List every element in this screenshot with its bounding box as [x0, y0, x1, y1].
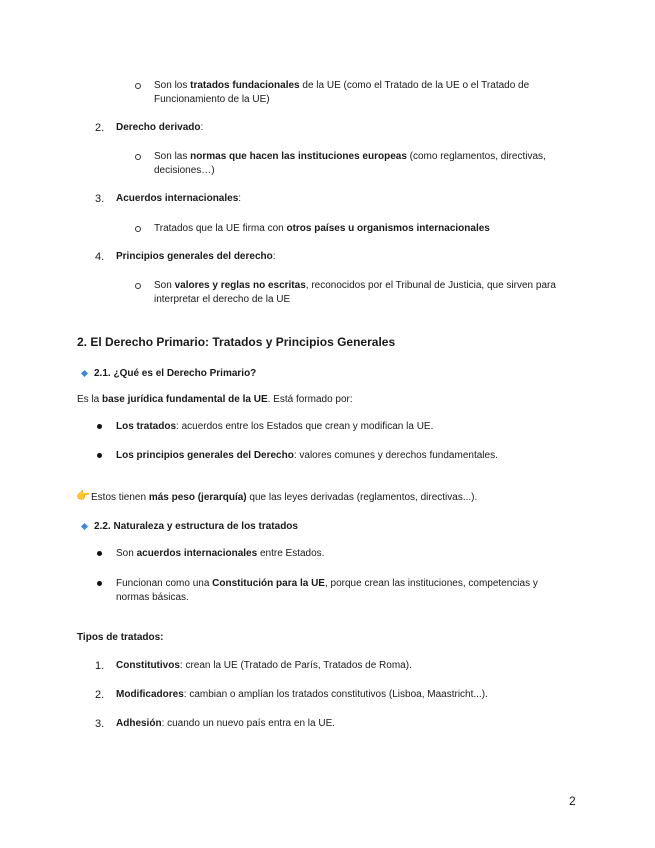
bullet-item: Son acuerdos internacionales entre Estados. [116, 548, 325, 559]
hollow-bullet-icon [135, 283, 141, 289]
list-number: 3. [95, 193, 105, 205]
list-heading: Principios generales del derecho: [116, 251, 276, 262]
list-number: 4. [95, 251, 105, 263]
list-number: 1. [95, 660, 105, 672]
paragraph: Es la base jurídica fundamental de la UE. Está formado por: [77, 394, 353, 405]
note-paragraph: Estos tienen más peso (jerarquía) que las leyes derivadas (reglamentos, directivas...). [91, 492, 478, 503]
diamond-bullet-icon [81, 370, 88, 377]
bullet-item-continued: normas básicas. [116, 592, 189, 603]
bullet-item: Los principios generales del Derecho: valores comunes y derechos fundamentales. [116, 450, 498, 461]
section-heading: 2. El Derecho Primario: Tratados y Principios Generales [77, 335, 396, 349]
bullet-icon [97, 551, 102, 556]
hollow-bullet-icon [135, 83, 141, 89]
pointing-hand-icon: 👉 [76, 490, 90, 502]
list-item-text: Son valores y reglas no escritas, reconocidos por el Tribunal de Justicia, que sirven para [154, 280, 556, 291]
list-number: 3. [95, 718, 105, 730]
diamond-bullet-icon [81, 523, 88, 530]
list-number: 2. [95, 122, 105, 134]
list-heading: Derecho derivado: [116, 122, 204, 133]
subsection-heading: 2.1. ¿Qué es el Derecho Primario? [94, 368, 257, 379]
subsection-heading: 2.2. Naturaleza y estructura de los tratados [94, 521, 298, 532]
page-number: 2 [569, 794, 576, 808]
list-item: Constitutivos: crean la UE (Tratado de París, Tratados de Roma). [116, 660, 412, 671]
list-item: Modificadores: cambian o amplían los tratados constitutivos (Lisboa, Maastricht...). [116, 689, 488, 700]
bullet-icon [97, 581, 102, 586]
bullet-item: Los tratados: acuerdos entre los Estados que crean y modifican la UE. [116, 421, 434, 432]
list-heading: Acuerdos internacionales: [116, 193, 242, 204]
bullet-item: Funcionan como una Constitución para la UE, porque crean las instituciones, competencias y [116, 578, 538, 589]
hollow-bullet-icon [135, 154, 141, 160]
list-title: Tipos de tratados: [77, 632, 164, 643]
list-item-text-continued: interpretar el derecho de la UE [154, 294, 291, 305]
list-number: 2. [95, 689, 105, 701]
hollow-bullet-icon [135, 226, 141, 232]
bullet-icon [97, 424, 102, 429]
list-item: Adhesión: cuando un nuevo país entra en la UE. [116, 718, 336, 729]
list-item-text: Son las normas que hacen las instituciones europeas (como reglamentos, directivas, [154, 151, 546, 162]
list-item-text-continued: Funcionamiento de la UE) [154, 94, 270, 105]
list-item-text-continued: decisiones…) [154, 165, 215, 176]
list-item-text: Son los tratados fundacionales de la UE (como el Tratado de la UE o el Tratado de [154, 80, 530, 91]
bullet-icon [97, 453, 102, 458]
list-item-text: Tratados que la UE firma con otros países u organismos internacionales [154, 223, 490, 234]
